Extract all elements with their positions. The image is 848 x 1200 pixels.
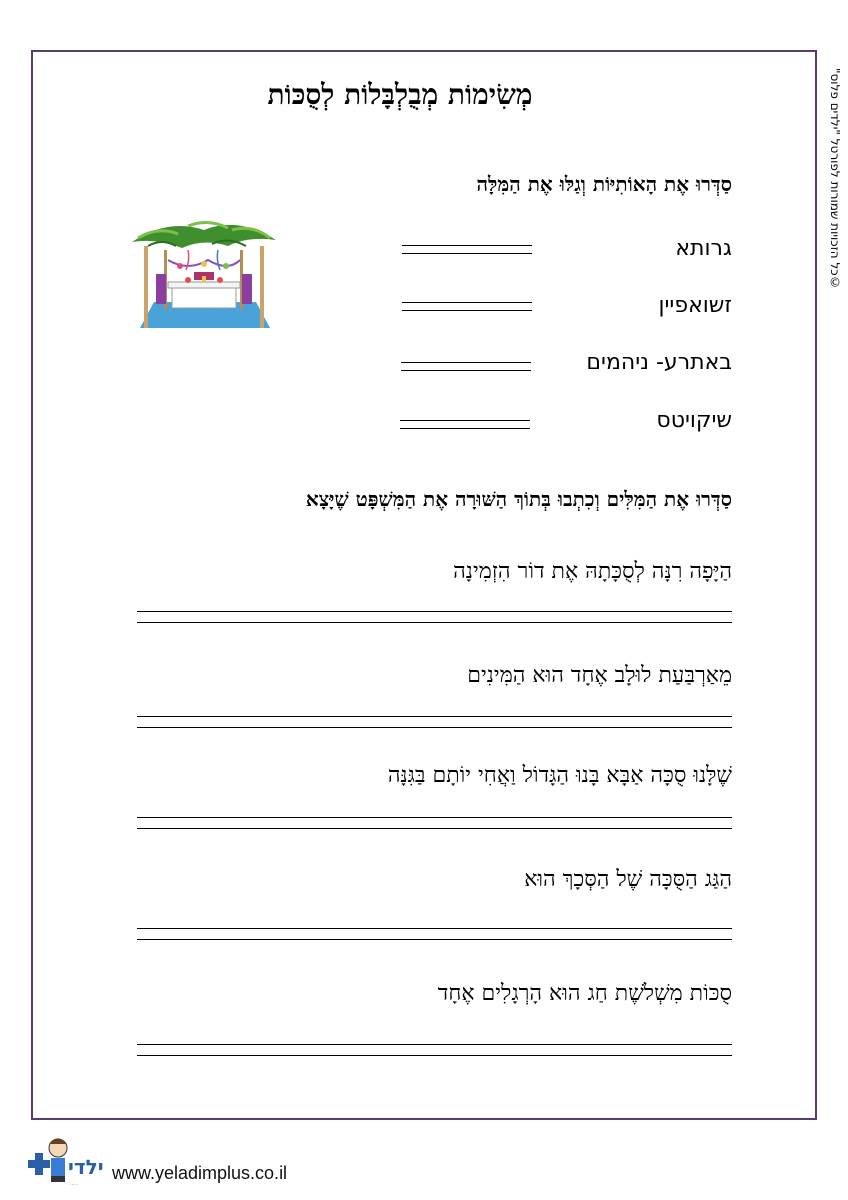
svg-text:·····: ····· bbox=[70, 1182, 78, 1188]
answer-line[interactable] bbox=[137, 1044, 732, 1056]
yeladim-plus-logo[interactable] bbox=[24, 1132, 110, 1192]
answer-line[interactable] bbox=[137, 817, 732, 829]
scrambled-sentence: שֶׁלָּנוּ סֻכָּה אַבָּא בָּנוּ הַגָּדוֹל וַאֲחִי יוֹתָם בַּגִּנָּה bbox=[387, 763, 732, 788]
scrambled-word: באתרע- ניהמים bbox=[586, 350, 732, 375]
scrambled-sentence: הַיָּפָה רִנָּה לְסֻכָּתָהּ אֶת דוֹר הִזְמִינָה bbox=[453, 559, 732, 584]
sukkah-icon bbox=[128, 216, 278, 336]
logo-text: ילדי bbox=[68, 1155, 104, 1179]
answer-line[interactable] bbox=[402, 245, 532, 254]
scrambled-word: שיקויטס bbox=[656, 408, 732, 433]
page-frame bbox=[31, 50, 817, 1120]
answer-line[interactable] bbox=[401, 362, 531, 371]
answer-line[interactable] bbox=[402, 302, 532, 311]
scrambled-sentence: הַגַּג הַסֻּכָּה שֶׁל הַסְּכָךְ הוּא bbox=[524, 867, 732, 892]
scrambled-sentence: סֻכּוֹת מִשְׁלֹשֶׁת חַג הוּא הָרְגָלִים אֶחָד bbox=[437, 981, 732, 1006]
page-title: מְשִׂימוֹת מְבֻלְבָּלוֹת לְסֻכּוֹת bbox=[267, 78, 533, 111]
instruction-unscramble-letters: סַדְּרוּ אֶת הָאוֹתִיּוֹת וְגַלּוּ אֶת הַמִּלָּה bbox=[476, 172, 732, 196]
copyright-notice: ©כל הזכויות שמורות לפורטל "ילדים פלוס" bbox=[828, 68, 842, 290]
answer-line[interactable] bbox=[137, 928, 732, 940]
site-url[interactable]: www.yeladimplus.co.il bbox=[112, 1163, 288, 1183]
instruction-order-words: סַדְּרוּ אֶת הַמִּלִּים וְכִתְבוּ בְּתוֹךְ הַשּׁוּרָה אֶת הַמִּשְׁפָּט שֶׁיָּצָא bbox=[305, 487, 732, 511]
answer-line[interactable] bbox=[137, 611, 732, 623]
answer-line[interactable] bbox=[400, 420, 530, 429]
answer-line[interactable] bbox=[137, 716, 732, 728]
scrambled-sentence: מֵאַרְבַּעַת לוּלָב אֶחָד הוּא הַמִּינִים bbox=[467, 663, 732, 688]
scrambled-word: גרותא bbox=[675, 236, 732, 261]
scrambled-word: זשואפיין bbox=[658, 293, 732, 318]
